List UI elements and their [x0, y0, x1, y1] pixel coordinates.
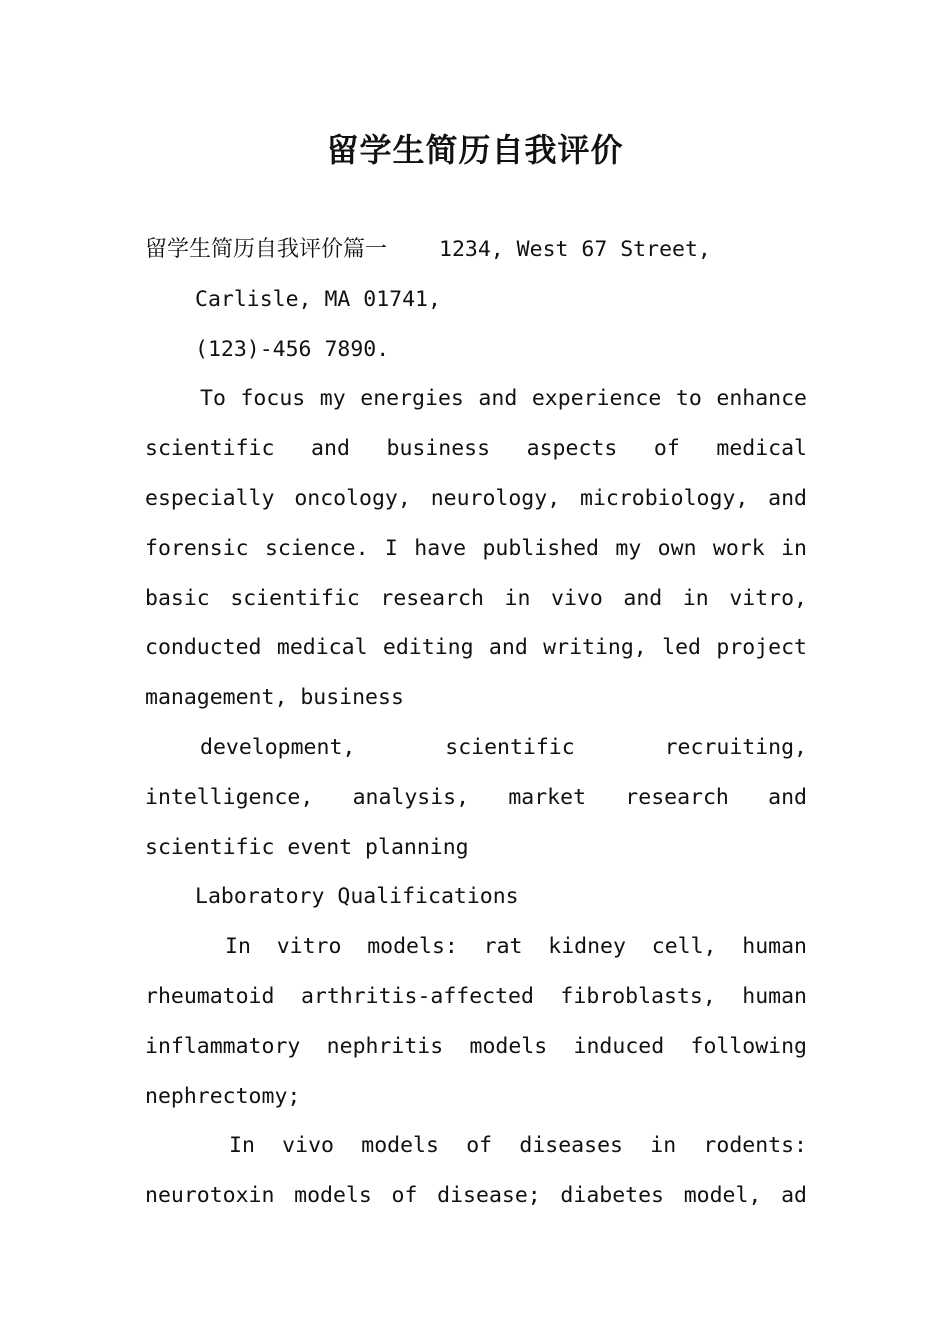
development-line: scientific event planning [145, 834, 469, 860]
development-line: intelligence, analysis, market research and [145, 784, 807, 810]
document-title: 留学生简历自我评价 [326, 131, 624, 169]
phone-line: (123)-456 7890. [195, 336, 390, 362]
document-body [145, 225, 807, 1221]
in-vivo-line: neurotoxin models of disease; diabetes model, ad [145, 1183, 807, 1209]
header-label: 留学生简历自我评价篇一 [145, 237, 388, 262]
objective-line: conducted medical editing and writing, led project [145, 635, 807, 661]
in-vitro-line: rheumatoid arthritis-affected fibroblasts, human [145, 983, 807, 1009]
address-line-2: Carlisle, MA 01741, [195, 286, 441, 312]
in-vitro-line: nephrectomy; [145, 1083, 301, 1109]
objective-line: management, business [145, 685, 404, 711]
header-line [145, 225, 807, 275]
development-line: development, scientific recruiting, [200, 734, 807, 760]
in-vitro-line: inflammatory nephritis models induced following [145, 1033, 807, 1059]
objective-line: To focus my energies and experience to enhance [200, 386, 807, 412]
section-heading: Laboratory Qualifications [195, 884, 519, 910]
objective-line: especially oncology, neurology, microbiology, and [145, 485, 807, 511]
objective-line: basic scientific research in vivo and in vitro, [145, 585, 807, 611]
in-vivo-line: In vivo models of diseases in rodents: [229, 1133, 807, 1159]
in-vitro-line: In vitro models: rat kidney cell, human [225, 934, 807, 960]
address-line-1: 1234, West 67 Street, [439, 237, 711, 262]
objective-line: forensic science. I have published my own work in [145, 535, 807, 561]
objective-line: scientific and business aspects of medical [145, 436, 807, 462]
